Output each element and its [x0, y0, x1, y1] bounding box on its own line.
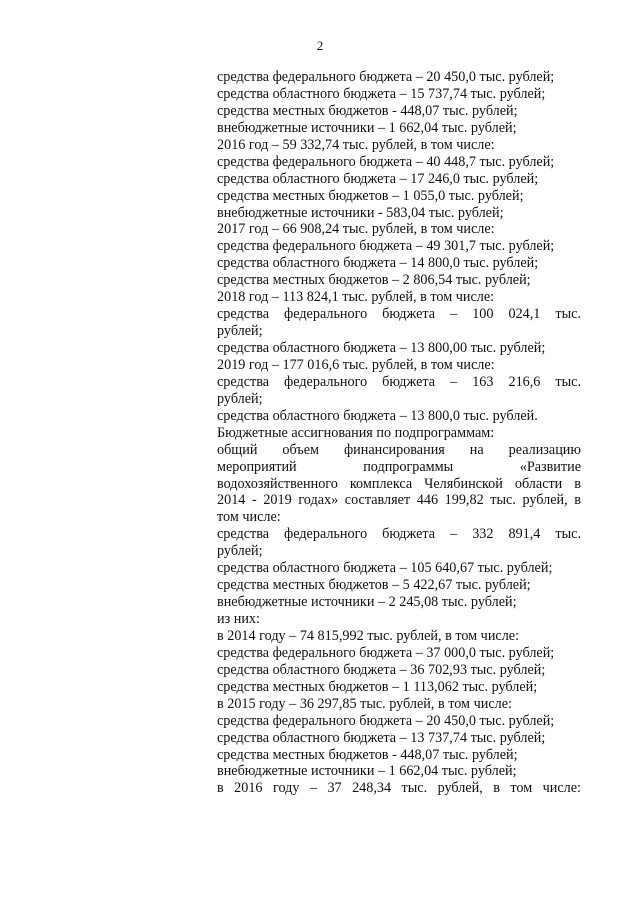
text-line: средства областного бюджета – 13 800,0 тыс. рублей. — [217, 407, 538, 424]
text-line: средства федерального бюджета – 40 448,7 тыс. рублей; — [217, 153, 555, 170]
text-line: средства местных бюджетов – 2 806,54 тыс. рублей; — [217, 272, 531, 289]
text-line: средства областного бюджета – 17 246,0 тыс. рублей; — [217, 170, 539, 187]
text-line: средства областного бюджета – 13 737,74 тыс. рублей; — [217, 729, 546, 746]
text-line: средства федерального бюджета – 20 450,0 тыс. рублей; — [217, 712, 555, 729]
text-line: том числе: — [217, 509, 281, 526]
text-line: средства федерального бюджета – 37 000,0 тыс. рублей; — [217, 644, 555, 661]
text-line: средства местных бюджетов – 5 422,67 тыс. рублей; — [217, 577, 531, 594]
text-line: средства местных бюджетов - 448,07 тыс. рублей; — [217, 746, 518, 763]
text-line: средства федерального бюджета – 163 216,6 тыс. — [217, 373, 581, 390]
text-line: Бюджетные ассигнования по подпрограммам: — [217, 424, 495, 441]
text-line: средства федерального бюджета – 100 024,1 тыс. — [217, 306, 581, 323]
text-line: средства федерального бюджета – 332 891,4 тыс. — [217, 526, 581, 543]
text-line: мероприятий подпрограммы «Развитие — [217, 458, 581, 475]
text-line: средства местных бюджетов – 1 055,0 тыс. рублей; — [217, 187, 524, 204]
text-line: внебюджетные источники – 2 245,08 тыс. рублей; — [217, 594, 517, 611]
text-line: средства областного бюджета – 105 640,67 тыс. рублей; — [217, 560, 553, 577]
text-line: средства местных бюджетов - 448,07 тыс. рублей; — [217, 102, 518, 119]
text-line: средства федерального бюджета – 49 301,7 тыс. рублей; — [217, 238, 555, 255]
text-line: внебюджетные источники – 1 662,04 тыс. рублей; — [217, 119, 517, 136]
text-line: водохозяйственного комплекса Челябинской области в — [217, 475, 581, 492]
text-line: средства областного бюджета – 36 702,93 тыс. рублей; — [217, 661, 546, 678]
text-line: средства местных бюджетов – 1 113,062 тыс. рублей; — [217, 678, 538, 695]
text-line: средства областного бюджета – 15 737,74 тыс. рублей; — [217, 85, 546, 102]
text-line: в 2015 году – 36 297,85 тыс. рублей, в том числе: — [217, 695, 512, 712]
text-line: из них: — [217, 611, 260, 627]
text-line: средства федерального бюджета – 20 450,0 тыс. рублей; — [217, 69, 555, 85]
text-line: рублей; — [217, 390, 263, 407]
text-line: 2016 год – 59 332,74 тыс. рублей, в том числе: — [217, 136, 495, 153]
text-line: 2017 год – 66 908,24 тыс. рублей, в том числе: — [217, 221, 495, 238]
page-number: 2 — [316, 38, 324, 53]
text-line: 2018 год – 113 824,1 тыс. рублей, в том числе: — [217, 289, 495, 306]
document-body — [217, 69, 581, 797]
text-line: рублей; — [217, 543, 263, 560]
text-line: внебюджетные источники – 1 662,04 тыс. рублей; — [217, 763, 517, 780]
text-line: 2019 год – 177 016,6 тыс. рублей, в том числе: — [217, 356, 495, 373]
text-line: в 2016 году – 37 248,34 тыс. рублей, в том числе: — [217, 780, 581, 797]
text-line: рублей; — [217, 323, 263, 340]
text-line: 2014 - 2019 годах» составляет 446 199,82 тыс. рублей, в — [217, 492, 581, 509]
text-line: общий объем финансирования на реализацию — [217, 441, 581, 458]
text-line: в 2014 году – 74 815,992 тыс. рублей, в том числе: — [217, 627, 520, 644]
text-line: внебюджетные источники - 583,04 тыс. рублей; — [217, 204, 504, 221]
text-line: средства областного бюджета – 13 800,00 тыс. рублей; — [217, 340, 546, 356]
text-line: средства областного бюджета – 14 800,0 тыс. рублей; — [217, 255, 539, 272]
